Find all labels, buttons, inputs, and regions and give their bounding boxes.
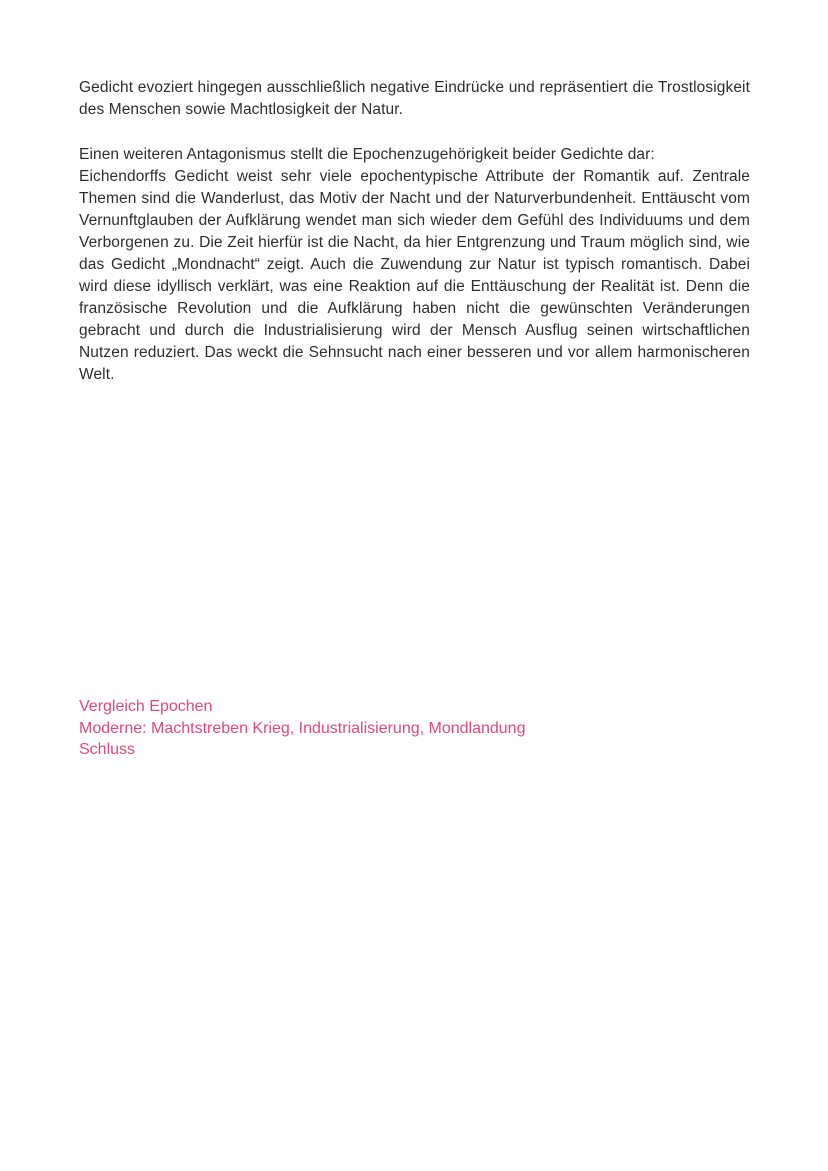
paragraph-epoch-lead-line: Einen weiteren Antagonismus stellt die Epochenzugehörigkeit beider Gedichte dar: [79,146,655,163]
paragraph-epoch-body: Eichendorffs Gedicht weist sehr viele epochentypische Attribute der Romantik auf. Zentrale Themen sind die Wanderlust, das Motiv der Nacht und der Naturverbundenheit. Enttäuscht vom Vernunftglauben der Aufklärung wendet man sich wieder dem Gefühl des Individuums und dem Verborgenen zu. Die Zeit hierfür ist die Nacht, da hier Entgrenzung und Traum möglich sind, wie das Gedicht „Mondnacht“ zeigt. Auch die Zuwendung zur Natur ist typisch romantisch. Dabei wird diese idyllisch verklärt, was eine Reaktion auf die Enttäuschung der Realität ist. Denn die französische Revolution und die Aufklärung haben nicht die gewünschten Veränderungen gebracht und durch die Industrialisierung wird der Mensch Ausflug seinen wirtschaftlichen Nutzen reduziert. Das weckt die Sehnsucht nach einer besseren und vor allem harmonischeren Welt. [79,168,750,383]
document-body [79,77,750,386]
paragraph-conclusion-contrast: Gedicht evoziert hingegen ausschließlich negative Eindrücke und repräsentiert die Trostlosigkeit des Menschen sowie Machtlosigkeit der Natur. [79,79,750,118]
note-schluss: Schluss [79,741,136,758]
paragraph-gap [79,121,750,144]
note-moderne: Moderne: Machtstreben Krieg, Industrialisierung, Mondlandung [79,719,526,737]
pink-outline-notes [79,696,750,761]
note-vergleich-epochen: Vergleich Epochen [79,698,213,715]
